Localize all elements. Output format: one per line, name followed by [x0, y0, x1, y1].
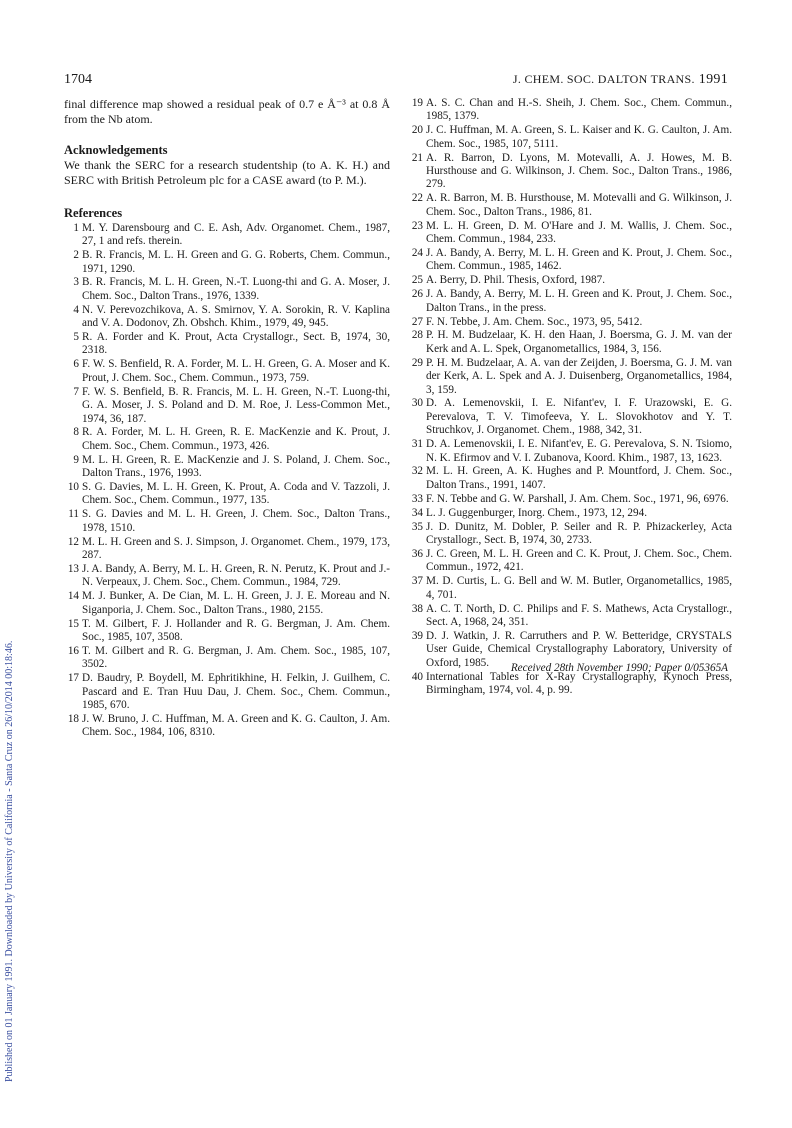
reference-number: 11: [68, 508, 79, 521]
reference-item: [408, 274, 732, 287]
reference-number: 40: [411, 670, 423, 683]
reference-item: [64, 618, 390, 645]
reference-item: [64, 563, 390, 590]
reference-item: [408, 438, 732, 465]
reference-number: 23: [411, 219, 423, 232]
reference-item: [408, 247, 732, 274]
reference-number: 9: [73, 453, 79, 466]
reference-text: J. W. Bruno, J. C. Huffman, M. A. Green and K. G. Caulton, J. Am. Chem. Soc., 1984, 106, 8310.: [82, 712, 390, 739]
reference-item: [64, 331, 390, 358]
reference-number: 6: [73, 358, 79, 371]
reference-text: P. H. M. Budzelaar, A. A. van der Zeijden, J. Boersma, G. J. M. van der Kerk, A. L. Spek and A. J. Duisenberg, Organometallics, 1984, 3, 159.: [426, 356, 732, 396]
page-number: 1704: [64, 72, 92, 87]
reference-text: R. A. Forder, M. L. H. Green, R. E. MacKenzie and K. Prout, J. Chem. Soc., Chem. Commun., 1973, 426.: [82, 426, 390, 452]
reference-item: [408, 124, 732, 151]
reference-number: 19: [411, 97, 423, 109]
reference-text: F. N. Tebbe and G. W. Parshall, J. Am. Chem. Soc., 1971, 96, 6976.: [426, 492, 729, 505]
reference-text: S. G. Davies, M. L. H. Green, K. Prout, A. Coda and V. Tazzoli, J. Chem. Soc., Chem. Commun., 1977, 135.: [82, 481, 390, 507]
reference-text: B. R. Francis, M. L. H. Green, N.-T. Luong-thi and G. A. Moser, J. Chem. Soc., Dalton Trans., 1976, 1339.: [82, 276, 390, 302]
reference-text: M. L. H. Green, R. E. MacKenzie and J. S. Poland, J. Chem. Soc., Dalton Trans., 1976, 1993.: [82, 453, 390, 480]
reference-number: 13: [67, 562, 79, 575]
reference-text: M. L. H. Green, D. M. O'Hare and J. M. Wallis, J. Chem. Soc., Chem. Commun., 1984, 233.: [426, 219, 732, 246]
reference-number: 17: [67, 672, 79, 685]
reference-item: [408, 316, 732, 329]
reference-item: [408, 575, 732, 602]
reference-item: [408, 152, 732, 192]
reference-number: 14: [67, 590, 79, 603]
reference-item: [408, 220, 732, 247]
right-column: [408, 97, 732, 698]
reference-text: D. A. Lemenovskii, I. E. Nifant'ev, I. F. Urazowski, E. G. Perevalova, T. V. Timofeeva, Y. L. Slovokhotov and Y. T. Struchkov, J. Organomet. Chem., 1988, 342, 31.: [426, 397, 732, 437]
reference-number: 18: [67, 712, 79, 725]
reference-text: J. A. Bandy, A. Berry, M. L. H. Green and K. Prout, J. Chem. Soc., Chem. Commun., 1985, 1462.: [426, 246, 732, 273]
reference-text: J. C. Green, M. L. H. Green and C. K. Prout, J. Chem. Soc., Chem. Commun., 1972, 421.: [426, 547, 732, 574]
reference-text: B. R. Francis, M. L. H. Green and G. G. Roberts, Chem. Commun., 1971, 1290.: [82, 249, 390, 275]
reference-text: F. N. Tebbe, J. Am. Chem. Soc., 1973, 95, 5412.: [426, 315, 643, 328]
reference-item: [64, 672, 390, 712]
reference-number: 34: [411, 506, 423, 519]
reference-item: [64, 304, 390, 331]
reference-number: 39: [411, 629, 423, 642]
reference-item: [408, 671, 732, 698]
reference-number: 12: [67, 535, 79, 548]
journal-year: 1991: [698, 72, 728, 87]
reference-item: [408, 288, 732, 315]
reference-item: [408, 97, 732, 124]
reference-number: 28: [411, 329, 423, 342]
reference-item: [408, 329, 732, 356]
reference-number: 15: [67, 617, 79, 630]
reference-list-left: [64, 222, 390, 740]
reference-number: 20: [411, 124, 423, 137]
acknowledgements-heading: Acknowledgements: [64, 143, 168, 157]
reference-text: P. H. M. Budzelaar, K. H. den Haan, J. Boersma, G. J. M. van der Kerk and A. L. Spek, Organometallics, 1984, 3, 156.: [426, 329, 732, 355]
reference-text: D. Baudry, P. Boydell, M. Ephritikhine, H. Felkin, J. Guilhem, C. Pascard and E. Tran Huu Dau, J. Chem. Soc., Chem. Commun., 1985, 670.: [82, 672, 390, 712]
received-line: Received 28th November 1990; Paper 0/05365A: [510, 662, 728, 674]
reference-text: A. R. Barron, D. Lyons, M. Motevalli, A. J. Howes, M. B. Hursthouse and G. Wilkinson, J. Chem. Soc., Dalton Trans., 1986, 279.: [426, 151, 732, 191]
left-column: [64, 97, 390, 740]
reference-text: M. J. Bunker, A. De Cian, M. L. H. Green, J. J. E. Moreau and N. Siganporia, J. Chem. Soc., Dalton Trans., 1980, 2155.: [82, 590, 390, 616]
reference-text: T. M. Gilbert and R. G. Bergman, J. Am. Chem. Soc., 1985, 107, 3502.: [82, 644, 390, 671]
reference-text: M. L. H. Green and S. J. Simpson, J. Organomet. Chem., 1979, 173, 287.: [82, 535, 390, 562]
reference-number: 29: [411, 356, 423, 369]
reference-item: [408, 493, 732, 506]
reference-number: 2: [73, 249, 79, 262]
reference-number: 21: [411, 151, 423, 164]
reference-item: [408, 521, 732, 548]
reference-text: L. J. Guggenburger, Inorg. Chem., 1973, 12, 294.: [426, 506, 648, 519]
reference-text: A. C. T. North, D. C. Philips and F. S. Mathews, Acta Crystallogr., Sect. A, 1968, 24, 351.: [426, 602, 732, 628]
reference-number: 16: [67, 644, 79, 657]
reference-text: J. A. Bandy, A. Berry, M. L. H. Green, R. N. Perutz, K. Prout and J.-N. Verpeaux, J. Chem. Soc., Chem. Commun., 1984, 729.: [82, 562, 390, 589]
reference-item: [408, 507, 732, 520]
reference-text: T. M. Gilbert, F. J. Hollander and R. G. Bergman, J. Am. Chem. Soc., 1985, 107, 3508.: [82, 617, 390, 643]
reference-number: 31: [411, 438, 423, 451]
reference-item: [64, 645, 390, 672]
reference-item: [408, 192, 732, 219]
reference-text: R. A. Forder and K. Prout, Acta Crystallogr., Sect. B, 1974, 30, 2318.: [82, 331, 390, 357]
reference-item: [408, 603, 732, 630]
reference-text: A. S. C. Chan and H.-S. Sheih, J. Chem. Soc., Chem. Commun., 1985, 1379.: [426, 97, 732, 123]
reference-text: A. Berry, D. Phil. Thesis, Oxford, 1987.: [426, 274, 605, 287]
reference-number: 37: [411, 575, 423, 588]
reference-item: [64, 508, 390, 535]
reference-number: 1: [73, 221, 79, 234]
reference-item: [64, 222, 390, 249]
reference-number: 25: [411, 274, 423, 287]
reference-text: M. Y. Darensbourg and C. E. Ash, Adv. Organomet. Chem., 1987, 27, 1 and refs. therein.: [82, 221, 390, 248]
references-heading: References: [64, 206, 123, 221]
reference-text: M. D. Curtis, L. G. Bell and W. M. Butler, Organometallics, 1985, 4, 701.: [426, 575, 732, 601]
reference-number: 27: [411, 315, 423, 328]
reference-number: 30: [411, 397, 423, 410]
reference-number: 32: [411, 465, 423, 478]
reference-item: [408, 548, 732, 575]
reference-item: [64, 249, 390, 276]
reference-number: 8: [73, 426, 79, 439]
reference-text: J. C. Huffman, M. A. Green, S. L. Kaiser and K. G. Caulton, J. Am. Chem. Soc., 1985, 107, 5111.: [426, 124, 732, 150]
reference-number: 7: [73, 385, 79, 398]
reference-number: 5: [73, 331, 79, 344]
reference-text: M. L. H. Green, A. K. Hughes and P. Mountford, J. Chem. Soc., Dalton Trans., 1991, 1407.: [426, 465, 732, 491]
reference-list-right: [408, 97, 732, 697]
reference-text: D. J. Watkin, J. R. Carruthers and P. W. Betteridge, CRYSTALS User Guide, Chemical Crystallography Laboratory, University of Oxford, 1985.: [426, 629, 732, 669]
reference-item: [408, 465, 732, 492]
acknowledgements-text: We thank the SERC for a research studentship (to A. K. H.) and SERC with British Petroleum plc for a CASE award (to P. M.).: [64, 158, 390, 187]
reference-item: [64, 426, 390, 453]
reference-item: [64, 454, 390, 481]
download-watermark[interactable]: Published on 01 January 1991. Downloaded by University of California - Santa Cruz on 26/10/2014 00:18:46.: [4, 640, 15, 1082]
reference-number: 3: [73, 276, 79, 289]
reference-item: [64, 590, 390, 617]
reference-text: International Tables for X-Ray Crystallography, Kynoch Press, Birmingham, 1974, vol. 4, p. 99.: [426, 670, 732, 696]
reference-item: [64, 481, 390, 508]
reference-item: [64, 386, 390, 426]
reference-item: [408, 357, 732, 397]
reference-text: D. A. Lemenovskii, I. E. Nifant'ev, E. G. Perevalova, S. N. Tsiomo, N. K. Efirmov and V. I. Zubanova, Koord. Khim., 1987, 13, 1623.: [426, 438, 732, 464]
reference-text: F. W. S. Benfield, B. R. Francis, M. L. H. Green, N.-T. Luong-thi, G. A. Moser, J. S. Poland and D. M. Roe, J. Less-Common Met., 1974, 36, 187.: [82, 385, 390, 425]
reference-text: A. R. Barron, M. B. Hursthouse, M. Motevalli and G. Wilkinson, J. Chem. Soc., Dalton Trans., 1986, 81.: [426, 192, 732, 218]
reference-text: S. G. Davies and M. L. H. Green, J. Chem. Soc., Dalton Trans., 1978, 1510.: [82, 508, 390, 534]
reference-number: 24: [411, 246, 423, 259]
intro-paragraph: final difference map showed a residual peak of 0.7 e Å⁻³ at 0.8 Å from the Nb atom.: [64, 97, 390, 126]
journal-name: J. CHEM. SOC. DALTON TRANS.: [512, 72, 695, 86]
reference-number: 36: [411, 547, 423, 560]
reference-number: 22: [411, 192, 423, 205]
reference-number: 10: [67, 481, 79, 494]
reference-item: [64, 713, 390, 740]
reference-number: 38: [411, 602, 423, 615]
reference-text: F. W. S. Benfield, R. A. Forder, M. L. H. Green, G. A. Moser and K. Prout, J. Chem. Soc., Chem. Commun., 1973, 759.: [82, 358, 390, 384]
reference-number: 33: [411, 492, 423, 505]
reference-text: J. A. Bandy, A. Berry, M. L. H. Green and K. Prout, J. Chem. Soc., Dalton Trans., in the press.: [426, 288, 732, 314]
reference-text: N. V. Perevozchikova, A. S. Smirnov, Y. A. Sorokin, R. V. Kaplina and V. A. Dodonov, Zh. Obshch. Khim., 1979, 49, 945.: [82, 303, 390, 330]
reference-number: 35: [411, 520, 423, 533]
reference-item: [64, 358, 390, 385]
reference-number: 26: [411, 288, 423, 301]
reference-text: J. D. Dunitz, M. Dobler, P. Seiler and R. P. Phizackerley, Acta Crystallogr., Sect. B, 1974, 30, 2733.: [426, 520, 732, 546]
reference-item: [64, 276, 390, 303]
reference-item: [408, 397, 732, 437]
reference-number: 4: [73, 303, 79, 316]
journal-header: [513, 72, 728, 88]
reference-item: [64, 536, 390, 563]
